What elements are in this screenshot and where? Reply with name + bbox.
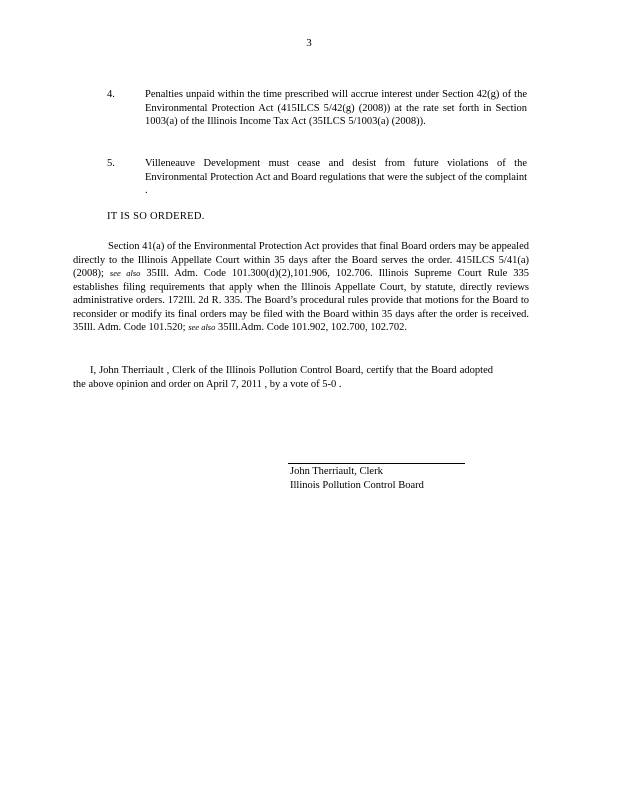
order-item-text: Penalties unpaid within the time prescribed will accrue interest under Section 42(g) of the Environmental Protection Act (415ILCS 5/42(g) (2008)) at the rate set forth in Section 1003(a) of the Illinois Income Tax Act (35ILCS 5/1003(a) (2008)). xyxy=(145,89,527,127)
signer-name-title: John Therriault, Clerk xyxy=(290,466,383,477)
order-item-number: 4. xyxy=(107,89,115,100)
clerk-certification-paragraph: I, John Therriault , Clerk of the Illinois Pollution Control Board, certify that the Board adopted the above opinion and order on April 7, 2011 , by a vote of 5-0 . xyxy=(73,365,493,390)
appeal-text-part1: Section 41(a) of the Environmental Protection Act provides that final Board orders may be appealed directly to the Illinois Appellate Court within 35 days after the Board serves the order. 415ILCS 5/41(a) (2008); xyxy=(73,241,529,279)
see-also-citation: see also xyxy=(188,322,216,332)
signer-organization: Illinois Pollution Control Board xyxy=(290,480,424,491)
order-item-4 xyxy=(107,88,527,129)
see-also-citation: see also xyxy=(109,268,141,278)
page-number: 3 xyxy=(306,37,312,49)
appeal-rights-paragraph xyxy=(73,240,529,335)
so-ordered-statement: IT IS SO ORDERED. xyxy=(107,211,205,222)
signature-block xyxy=(290,465,424,493)
order-item-5 xyxy=(107,157,527,198)
order-item-text: Villeneauve Development must cease and desist from future violations of the Environmental Protection Act and Board regulations that were the subject of the complaint . xyxy=(145,158,527,196)
order-item-number: 5. xyxy=(107,158,115,169)
appeal-text-part3: 35Ill.Adm. Code 101.902, 102.700, 102.702. xyxy=(218,322,407,333)
signature-line xyxy=(288,463,465,464)
appeal-text-part2: 35Ill. Adm. Code 101.300(d)(2),101.906, 102.706. Illinois Supreme Court Rule 335 establishes filing requirements that apply when the Illinois Appellate Court, by statute, directly reviews administrative orders. 172Ill. 2d R. 335. The Board’s procedural rules provide that motions for the Board to reconsider or modify its final orders may be filed with the Board within 35 days after the order is received. 35Ill. Adm. Code 101.520; xyxy=(73,268,530,333)
